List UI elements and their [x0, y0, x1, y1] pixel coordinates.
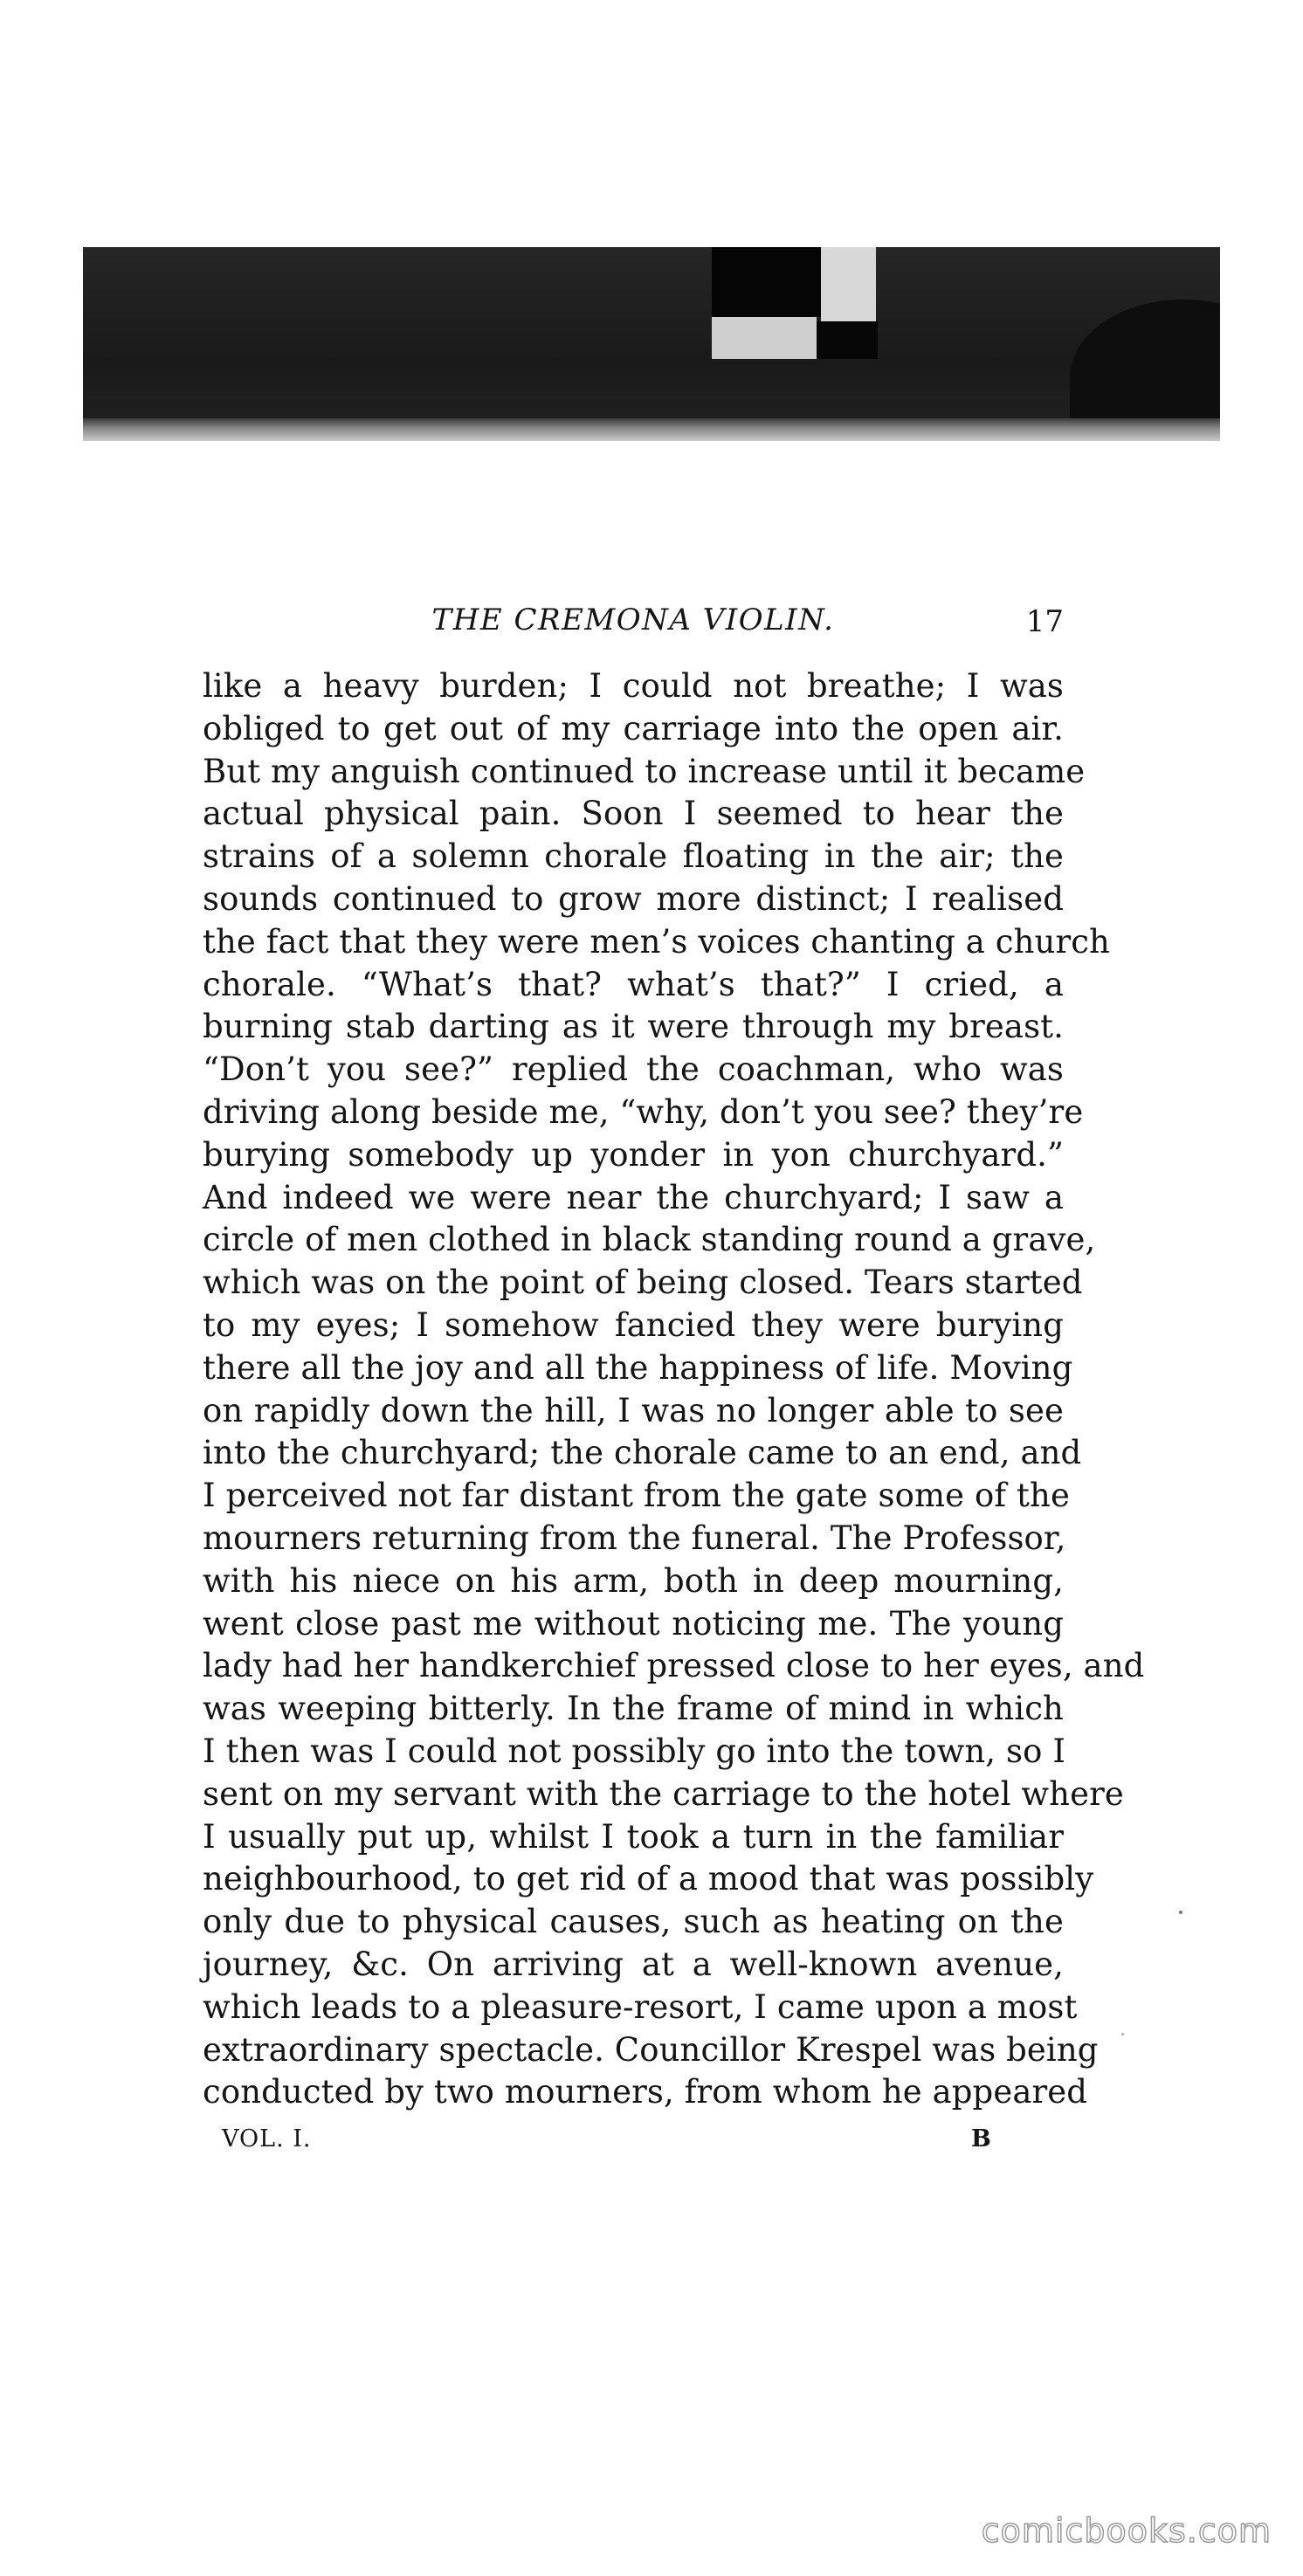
text-line: neighbourhood, to get rid of a mood that was possibly [203, 1860, 1094, 1898]
text-line: burying somebody up yonder in yon churchyard.” [203, 1135, 1064, 1174]
scan-speck [1121, 2033, 1124, 2035]
text-line: went close past me without noticing me. The young [203, 1604, 1064, 1643]
text-line: there all the joy and all the happiness of life. Moving [203, 1348, 1073, 1387]
page-number: 17 [1025, 604, 1064, 639]
body-text [203, 665, 1145, 2114]
watermark: comicbooks.com [981, 2511, 1272, 2550]
text-line: sounds continued to grow more distinct; I realised [203, 879, 1064, 918]
text-line: driving along beside me, “why, don’t you see? they’re [203, 1092, 1084, 1131]
text-line: with his niece on his arm, both in deep mourning, [203, 1561, 1064, 1600]
text-line: I usually put up, whilst I took a turn in the familiar [203, 1817, 1064, 1856]
text-line: was weeping bitterly. In the frame of mind in which [203, 1690, 1064, 1728]
text-line: only due to physical causes, such as heating on the [203, 1903, 1064, 1941]
text-line: mourners returning from the funeral. The Professor, [203, 1519, 1066, 1557]
text-line: sent on my servant with the carriage to the hotel where [203, 1774, 1124, 1813]
text-line: the fact that they were men’s voices chanting a church [203, 922, 1110, 961]
text-line: “Don’t you see?” replied the coachman, who was [203, 1050, 1064, 1089]
scanned-top-band [83, 247, 1220, 441]
text-line: actual physical pain. Soon I seemed to hear the [203, 795, 1064, 833]
text-line: I then was I could not possibly go into the town, so I [203, 1732, 1066, 1770]
footer-signature-line [203, 2125, 1064, 2160]
text-line: But my anguish continued to increase until it became [203, 752, 1086, 790]
text-line: extraordinary spectacle. Councillor Krespel was being [203, 2030, 1099, 2069]
text-line: which leads to a pleasure-resort, I came upon a most [203, 1987, 1078, 2026]
signature-mark: B [971, 2125, 991, 2152]
volume-label: VOL. I. [222, 2125, 312, 2152]
scan-speck [1179, 1911, 1182, 1914]
scan-artifact-light-block [821, 247, 876, 321]
text-line: strains of a solemn chorale floating in the air; the [203, 837, 1064, 876]
scan-artifact-light-block-lower [712, 317, 817, 359]
text-line: circle of men clothed in black standing round a grave, [203, 1221, 1096, 1259]
text-line: journey, &c. On arriving at a well-known avenue, [203, 1945, 1064, 1983]
text-line: burning stab darting as it were through my breast. [203, 1008, 1064, 1046]
text-line: conducted by two mourners, from whom he appeared [203, 2073, 1088, 2111]
text-line: lady had her handkerchief pressed close to her eyes, and [203, 1647, 1145, 1685]
scan-artifact-dark-block [712, 247, 821, 317]
scan-artifact-dark-block-lower [817, 321, 878, 359]
text-line: into the churchyard; the chorale came to an end, and [203, 1434, 1082, 1472]
text-line: like a heavy burden; I could not breathe; I was [203, 667, 1064, 705]
text-line: chorale. “What’s that? what’s that?” I cried, a [203, 965, 1064, 1003]
text-line: I perceived not far distant from the gate some of the [203, 1477, 1070, 1515]
text-line: which was on the point of being closed. Tears started [203, 1264, 1083, 1302]
scan-artifact-edge-strip [83, 418, 1220, 441]
running-title: THE CREMONA VIOLIN. [431, 603, 835, 637]
text-line: on rapidly down the hill, I was no longer able to see [203, 1391, 1064, 1429]
text-line: And indeed we were near the churchyard; I saw a [203, 1178, 1064, 1216]
text-line: obliged to get out of my carriage into the open air. [203, 709, 1064, 747]
running-header [203, 603, 1064, 646]
text-line: to my eyes; I somehow fancied they were burying [203, 1305, 1064, 1344]
